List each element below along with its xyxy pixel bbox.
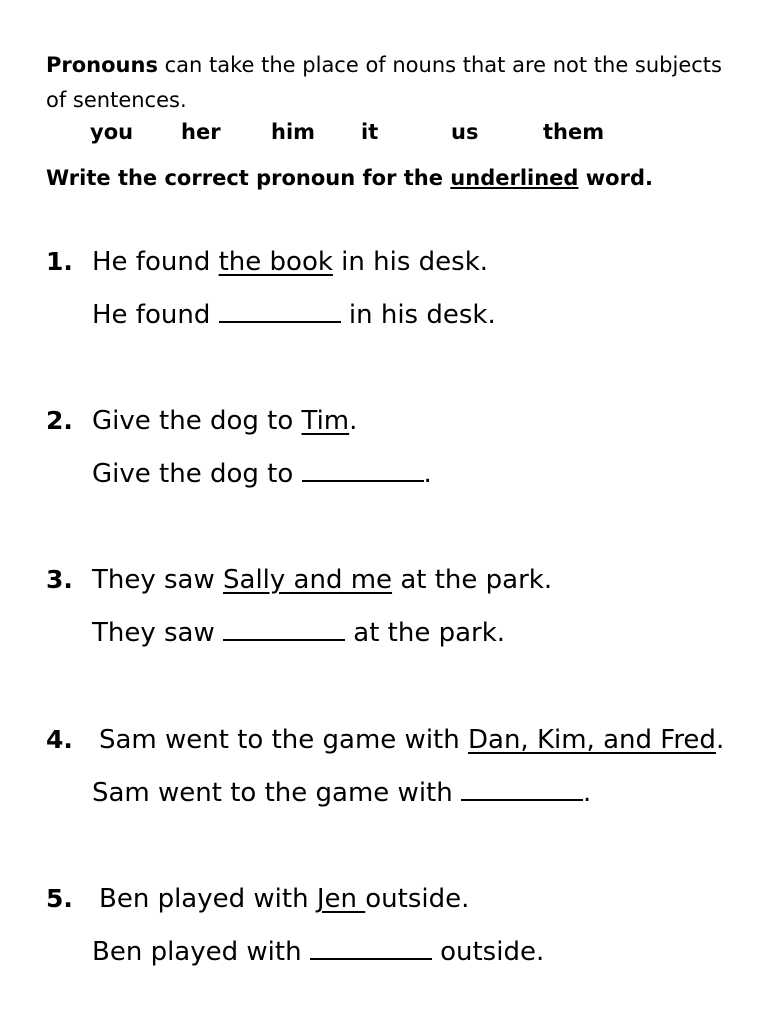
answer-sentence bbox=[46, 615, 746, 668]
question-number: 1. bbox=[46, 247, 73, 276]
sentence-end: outside. bbox=[365, 884, 470, 914]
answer-start: Give the dog to bbox=[92, 459, 302, 489]
underlined-noun: Tim bbox=[301, 406, 350, 436]
question-text bbox=[99, 722, 724, 758]
answer-sentence bbox=[46, 456, 746, 509]
answer-start: He found bbox=[92, 300, 219, 330]
question-text bbox=[92, 244, 488, 280]
question-2 bbox=[46, 403, 746, 509]
question-1 bbox=[46, 244, 746, 350]
sentence-end: at the park. bbox=[392, 565, 553, 595]
question-text bbox=[92, 562, 552, 598]
answer-end: . bbox=[423, 459, 432, 489]
question-sentence bbox=[46, 562, 746, 615]
answer-start: Ben played with bbox=[92, 937, 310, 967]
question-number: 5. bbox=[46, 884, 73, 913]
answer-text bbox=[92, 456, 432, 492]
question-3 bbox=[46, 562, 746, 668]
question-sentence bbox=[46, 403, 746, 456]
question-number: 2. bbox=[46, 406, 73, 435]
question-text bbox=[92, 403, 357, 439]
question-number: 3. bbox=[46, 565, 73, 594]
question-4 bbox=[46, 722, 746, 828]
sentence-start: He found bbox=[92, 247, 219, 277]
answer-end: at the park. bbox=[345, 618, 506, 648]
answer-blank[interactable] bbox=[310, 936, 432, 960]
answer-text bbox=[92, 934, 544, 970]
pronoun-bank bbox=[0, 120, 768, 150]
sentence-end: . bbox=[715, 725, 725, 755]
pronoun-word: it bbox=[361, 120, 379, 144]
answer-sentence bbox=[46, 297, 746, 350]
answer-text bbox=[92, 615, 505, 651]
question-sentence bbox=[46, 244, 746, 297]
answer-blank[interactable] bbox=[461, 777, 583, 801]
intro-bold-term: Pronouns bbox=[46, 53, 158, 77]
answer-sentence bbox=[46, 775, 746, 828]
sentence-start: They saw bbox=[92, 565, 224, 595]
instructions-before: Write the correct pronoun for the bbox=[46, 166, 451, 190]
answer-blank[interactable] bbox=[223, 617, 345, 641]
answer-end: outside. bbox=[431, 937, 545, 967]
question-sentence bbox=[46, 881, 746, 934]
answer-sentence bbox=[46, 934, 746, 987]
question-5 bbox=[46, 881, 746, 987]
answer-start: They saw bbox=[92, 618, 224, 648]
sentence-start: Sam went to the game with bbox=[99, 725, 468, 755]
instructions-underlined: underlined bbox=[450, 166, 579, 190]
underlined-noun: the book bbox=[218, 247, 333, 277]
underlined-noun: Sally and me bbox=[223, 565, 393, 595]
underlined-noun: Dan, Kim, and Fred bbox=[467, 725, 716, 755]
answer-text bbox=[92, 297, 496, 333]
instructions-after: word. bbox=[578, 166, 653, 190]
answer-end: in his desk. bbox=[340, 300, 496, 330]
question-number: 4. bbox=[46, 725, 73, 754]
intro-paragraph bbox=[46, 48, 736, 118]
pronoun-word: you bbox=[90, 120, 134, 144]
intro-sentence: can take the place of nouns that are not the subjects of sentences. bbox=[46, 53, 722, 112]
sentence-end: . bbox=[349, 406, 358, 436]
sentence-start: Ben played with bbox=[99, 884, 317, 914]
answer-start: Sam went to the game with bbox=[92, 778, 461, 808]
answer-blank[interactable] bbox=[302, 458, 424, 482]
question-text bbox=[99, 881, 469, 917]
pronoun-word: her bbox=[181, 120, 221, 144]
pronoun-word: them bbox=[543, 120, 605, 144]
underlined-noun: Jen bbox=[316, 884, 366, 914]
answer-end: . bbox=[582, 778, 592, 808]
answer-blank[interactable] bbox=[219, 299, 341, 323]
sentence-start: Give the dog to bbox=[92, 406, 302, 436]
pronoun-word: us bbox=[451, 120, 479, 144]
question-sentence bbox=[46, 722, 746, 775]
sentence-end: in his desk. bbox=[332, 247, 489, 277]
instructions bbox=[46, 166, 653, 190]
pronoun-word: him bbox=[271, 120, 316, 144]
answer-text bbox=[92, 775, 591, 811]
